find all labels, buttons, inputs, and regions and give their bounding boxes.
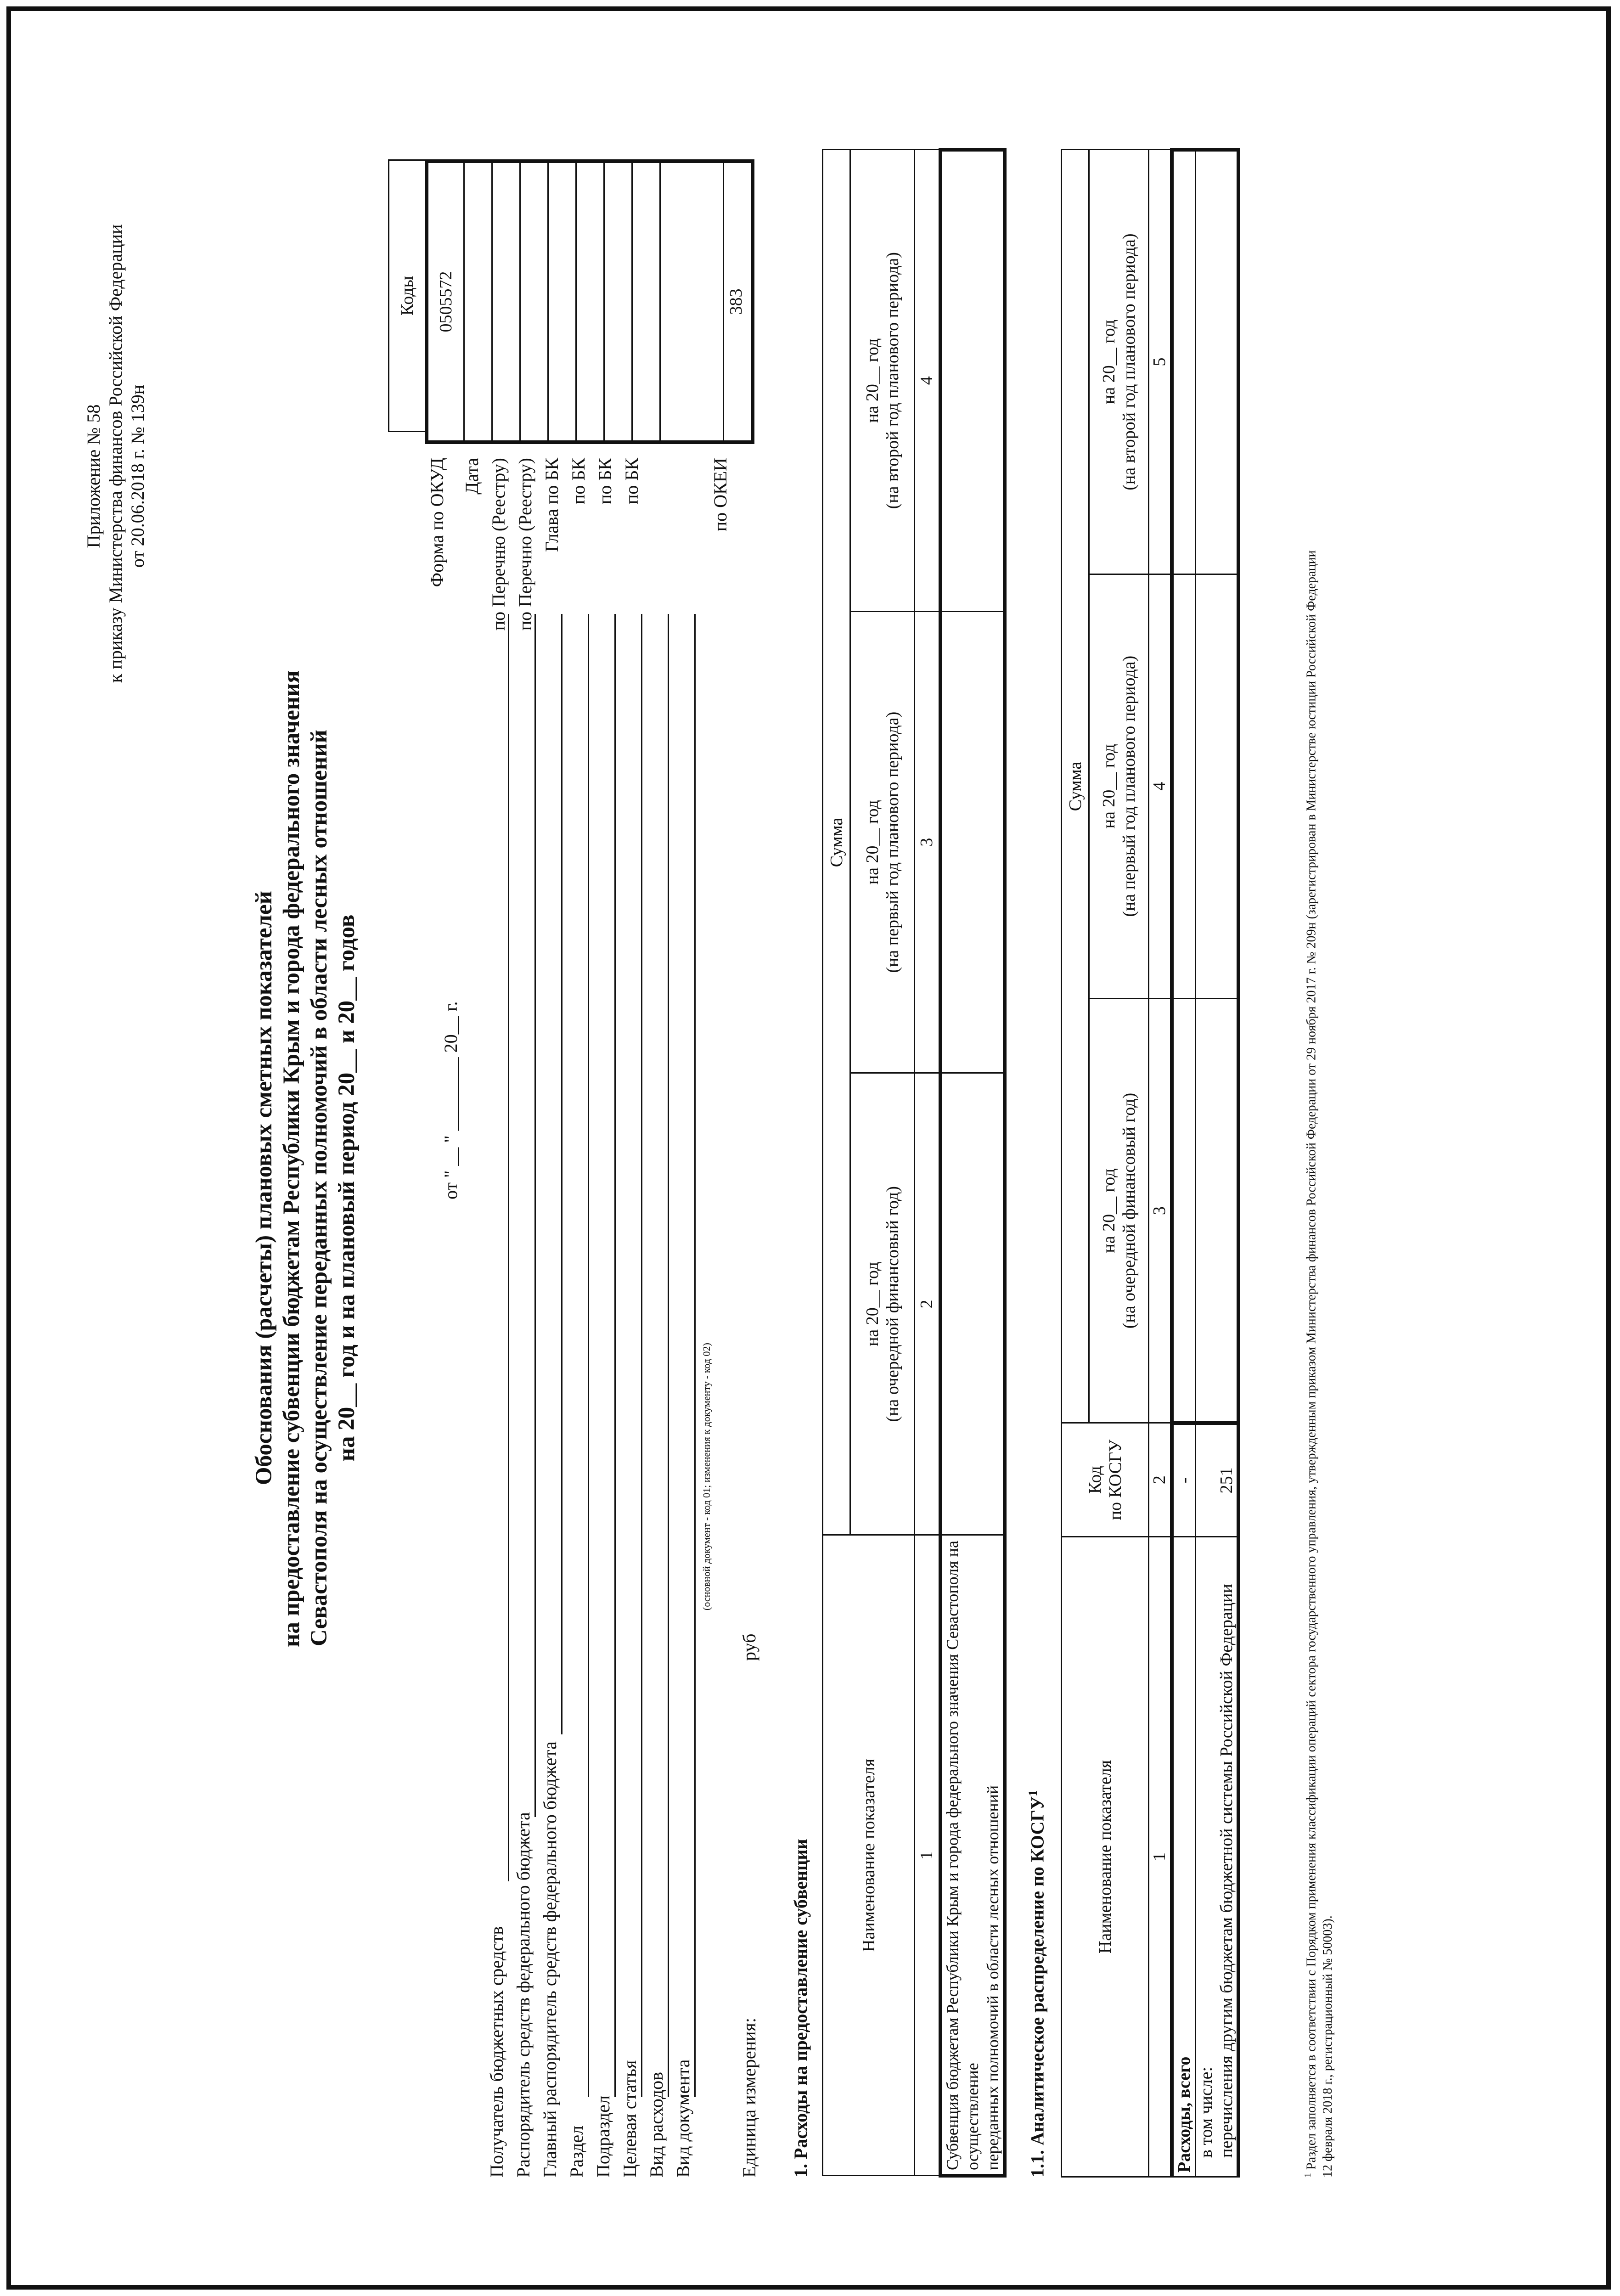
- s1-cell-y3: [940, 150, 1005, 611]
- s11-transfer-y2: [1196, 574, 1239, 998]
- field-manager: Распорядитель средств федерального бюджета: [513, 1812, 534, 2178]
- title-block: [250, 670, 360, 1647]
- section-1-table: [822, 148, 1007, 2178]
- code-label-bk-1: по БК: [568, 458, 589, 505]
- s11-row-total: Расходы, всего: [1172, 1536, 1196, 2177]
- codes-table: [388, 159, 426, 453]
- footnote: [1299, 148, 1336, 2178]
- s11-num-5: 5: [1149, 150, 1172, 574]
- s1-num-3: 3: [915, 611, 940, 1073]
- field-recipient: Получатель бюджетных средств: [486, 1926, 507, 2178]
- s11-total-code: -: [1172, 1423, 1196, 1537]
- title-line-4: на 20__ год и на плановый период 20__ и 20__ годов: [334, 914, 360, 1462]
- s1-col-sum: Сумма: [823, 150, 850, 1535]
- field-chief-manager: Главный распорядитель средств федерального бюджета: [540, 1741, 560, 2178]
- s1-cell-y2: [940, 611, 1005, 1073]
- code-label-okei: по ОКЕИ: [710, 458, 731, 532]
- code-label-okud: Форма по ОКУД: [427, 458, 447, 587]
- underline-expense-type: [668, 614, 669, 2097]
- underline-section: [588, 614, 589, 2097]
- underline-target-item: [641, 614, 642, 2097]
- footnote-mark: 1: [1303, 2173, 1313, 2178]
- s11-col-code: Код по КОСГУ: [1062, 1423, 1149, 1537]
- underline-doc-type: [694, 614, 696, 2097]
- order-date: от 20.06.2018 г. № 139н: [127, 384, 148, 568]
- field-target-item: Целевая статья: [619, 2060, 640, 2178]
- underline-recipient: [508, 614, 509, 1881]
- code-value-bk-1: [577, 163, 605, 440]
- s11-col-y2: на 20__ год (на первый год планового периода): [1089, 574, 1149, 998]
- underline-chief-manager: [561, 614, 562, 1734]
- s11-col-y1: на 20__ год (на очередной финансовый год): [1089, 998, 1149, 1423]
- s1-col-y2: на 20__ год (на первый год планового периода): [850, 611, 915, 1073]
- s11-row-transfer: в том числе: перечисления другим бюджетам бюджетной системы Российской Федерации: [1196, 1536, 1239, 2177]
- code-value-okud: 0505572: [428, 163, 465, 440]
- code-value-registry-2: [521, 163, 549, 440]
- footnote-text-2: 12 февраля 2018 г., регистрационный № 50003).: [1321, 1915, 1335, 2178]
- field-section: Раздел: [566, 2125, 587, 2178]
- s1-col-y1: на 20__ год (на очередной финансовый год): [850, 1073, 915, 1535]
- unit-label: Единица измерения:: [739, 2018, 759, 2178]
- code-value-bk-3: [633, 163, 661, 440]
- code-value-registry-1: [493, 163, 521, 440]
- s1-num-4: 4: [915, 150, 940, 611]
- s11-num-1: 1: [1149, 1536, 1172, 2177]
- code-value-chapter-bk: [549, 163, 577, 440]
- s1-cell-y1: [940, 1073, 1005, 1535]
- title-line-3: Севастополя на осуществление переданных полномочий в области лесных отношений: [306, 730, 332, 1646]
- s1-num-1: 1: [915, 1535, 940, 2176]
- codes-labels: [427, 458, 737, 715]
- underline-manager: [534, 614, 536, 1817]
- s11-total-y3: [1172, 150, 1196, 574]
- s11-transfer-y1: [1196, 998, 1239, 1423]
- code-label-registry-1: по Перечню (Реестру): [488, 458, 509, 631]
- section-1-title: 1. Расходы на предоставление субвенции: [790, 1839, 811, 2178]
- s11-num-2: 2: [1149, 1423, 1172, 1537]
- s11-num-4: 4: [1149, 574, 1172, 998]
- title-line-1: Обоснования (расчеты) плановых сметных показателей: [251, 890, 277, 1486]
- s11-total-y2: [1172, 574, 1196, 998]
- codes-header: Коды: [389, 160, 426, 432]
- s11-col-name: Наименование показателя: [1062, 1536, 1149, 2177]
- s11-num-3: 3: [1149, 998, 1172, 1423]
- code-label-bk-2: по БК: [595, 458, 615, 505]
- s1-col-name: Наименование показателя: [823, 1535, 915, 2176]
- field-doc-type: Вид документа: [673, 2059, 693, 2178]
- code-label-date: Дата: [461, 458, 482, 495]
- section-11-footmark: 1: [1026, 1790, 1040, 1796]
- s11-transfer-code: 251: [1196, 1423, 1239, 1537]
- title-line-2: на предоставление субвенции бюджетам Республики Крым и города федерального значения: [279, 670, 304, 1647]
- unit-value: руб: [739, 1633, 759, 1661]
- s1-num-2: 2: [915, 1073, 940, 1535]
- field-subsection: Подраздел: [593, 2095, 613, 2178]
- code-value-bk-2: [605, 163, 633, 440]
- appendix-number: Приложение № 58: [83, 404, 104, 548]
- footnote-text-1: Раздел заполняется в соответствии с Порядком применения классификации операций сектора государственного управления, утвержденным приказом Министерства финансов Российской Федерации от 29 ноября 2017 г. № 209н (зарегистрирован в Министерстве юстиции Российской Федерации: [1304, 550, 1319, 2170]
- code-label-bk-3: по БК: [621, 458, 642, 505]
- code-value-date: [465, 163, 493, 440]
- doc-type-note: (основной документ - код 01; изменения к документу - код 02): [701, 1343, 712, 1610]
- section-11-title: 1.1. Аналитическое распределение по КОСГУ$^1$: [1026, 1790, 1048, 2178]
- s11-col-sum: Сумма: [1062, 150, 1089, 1423]
- code-label-registry-2: по Перечню (Реестру): [515, 458, 535, 631]
- s1-row-subvention: Субвенция бюджетам Республики Крым и города федерального значения Севастополя на осуществление переданных полномочий в области лесных отношений: [940, 1535, 1005, 2176]
- date-line: от " __ " ________ 20__ г.: [440, 1001, 461, 1199]
- section-11-table: [1061, 148, 1240, 2178]
- field-expense-type: Вид расходов: [646, 2072, 667, 2178]
- order-text: к приказу Министерства финансов Российской Федерации: [105, 224, 126, 683]
- s11-transfer-y3: [1196, 150, 1239, 574]
- underline-subsection: [614, 614, 616, 2097]
- s11-total-y1: [1172, 998, 1196, 1423]
- s11-col-y3: на 20__ год (на второй год планового периода): [1089, 150, 1149, 574]
- code-label-blank: [648, 458, 710, 715]
- code-value-blank: [661, 163, 724, 440]
- code-label-chapter-bk: Глава по БК: [541, 458, 562, 552]
- s1-col-y3: на 20__ год (на второй год планового периода): [850, 150, 915, 611]
- code-value-okei: 383: [726, 288, 746, 315]
- codes-value-box: [425, 159, 754, 444]
